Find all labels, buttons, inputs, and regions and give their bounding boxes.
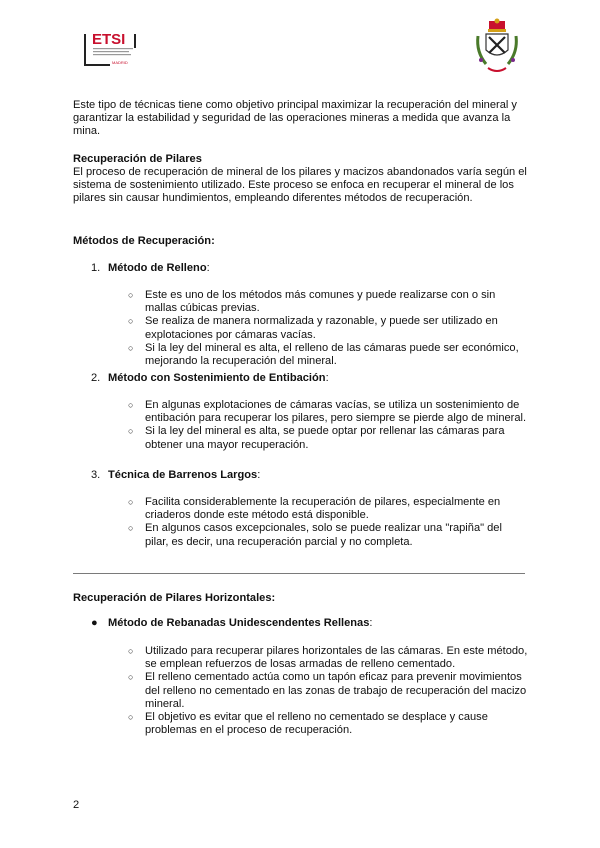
method-name: Técnica de Barrenos Largos: [108, 469, 258, 481]
list-item: ○ Si la ley del mineral es alta, el relleno de las cámaras puede ser económico, mejorando la recuperación del mineral.: [128, 342, 528, 368]
page-number: 2: [73, 799, 80, 811]
bullet-icon: ●: [91, 617, 98, 629]
list-item: ○ El relleno cementado actúa como un tapón eficaz para prevenir movimientos del relleno no cementado en las zonas de trabajo de recuperación del macizo mineral.: [128, 671, 528, 711]
method-number: 2.: [91, 372, 101, 384]
svg-text:ETSI: ETSI: [92, 31, 126, 48]
method-number: 1.: [91, 262, 101, 274]
section-body-recuperacion-pilares: El proceso de recuperación de mineral de los pilares y macizos abandonados varía según el sistema de sostenimiento utilizado. Este proceso se enfoca en recuperar el mineral de los pilares sin causar hundimientos, empleando diferentes métodos de recuperación.: [73, 166, 527, 205]
method-name: Método con Sostenimiento de Entibación: [108, 372, 326, 384]
intro-paragraph: Este tipo de técnicas tiene como objetivo principal maximizar la recuperación del mineral y garantizar la estabilidad y seguridad de las operaciones mineras a medida que avanza la mina.: [73, 99, 517, 138]
list-item: ○ En algunas explotaciones de cámaras vacías, se utiliza un sostenimiento de entibación para recuperar los pilares, pero siempre se pierde algo de mineral.: [128, 399, 528, 425]
method-name: Método de Relleno: [108, 262, 207, 274]
section-divider: [73, 573, 525, 574]
method-2-sublist: [128, 399, 528, 452]
mining-crest-logo: [472, 18, 522, 78]
list-item: ○ Si la ley del mineral es alta, se puede optar por rellenar las cámaras para obtener una mayor recuperación.: [128, 425, 528, 451]
etsi-logo: [84, 28, 140, 72]
method-item-1: 1. Método de Relleno:: [91, 262, 210, 274]
list-item: ○ Facilita considerablemente la recuperación de pilares, especialmente en criaderos donde este método está disponible.: [128, 496, 528, 522]
method-number: 3.: [91, 469, 101, 481]
method-3-sublist: [128, 496, 528, 549]
list-item: ○ Utilizado para recuperar pilares horizontales de las cámaras. En este método, se emplean refuerzos de losas armadas de relleno cementado.: [128, 645, 528, 671]
method-1-sublist: [128, 289, 528, 368]
list-item: ○ El objetivo es evitar que el relleno no cementado se desplace y cause problemas en el proceso de recuperación.: [128, 711, 528, 737]
bullet-method-rebanadas: ● Método de Rebanadas Unidescendentes Rellenas:: [91, 617, 373, 629]
methods-heading: Métodos de Recuperación:: [73, 235, 215, 247]
method-item-2: 2. Método con Sostenimiento de Entibación:: [91, 372, 329, 384]
list-item: ○ Este es uno de los métodos más comunes y puede realizarse con o sin mallas cúbicas previas.: [128, 289, 528, 315]
section-title-recuperacion-pilares: Recuperación de Pilares: [73, 153, 202, 165]
svg-text:MADRID: MADRID: [112, 60, 128, 65]
rebanadas-sublist: [128, 645, 528, 737]
list-item: ○ Se realiza de manera normalizada y razonable, y puede ser utilizado en explotaciones por cámaras vacías.: [128, 315, 528, 341]
method-item-3: 3. Técnica de Barrenos Largos:: [91, 469, 261, 481]
list-item: ○ En algunos casos excepcionales, solo se puede realizar una "rapiña" del pilar, es decir, una recuperación parcial y no completa.: [128, 522, 528, 548]
method-name: Método de Rebanadas Unidescendentes Rellenas: [108, 617, 370, 629]
section-title-pilares-horizontales: Recuperación de Pilares Horizontales:: [73, 592, 276, 604]
